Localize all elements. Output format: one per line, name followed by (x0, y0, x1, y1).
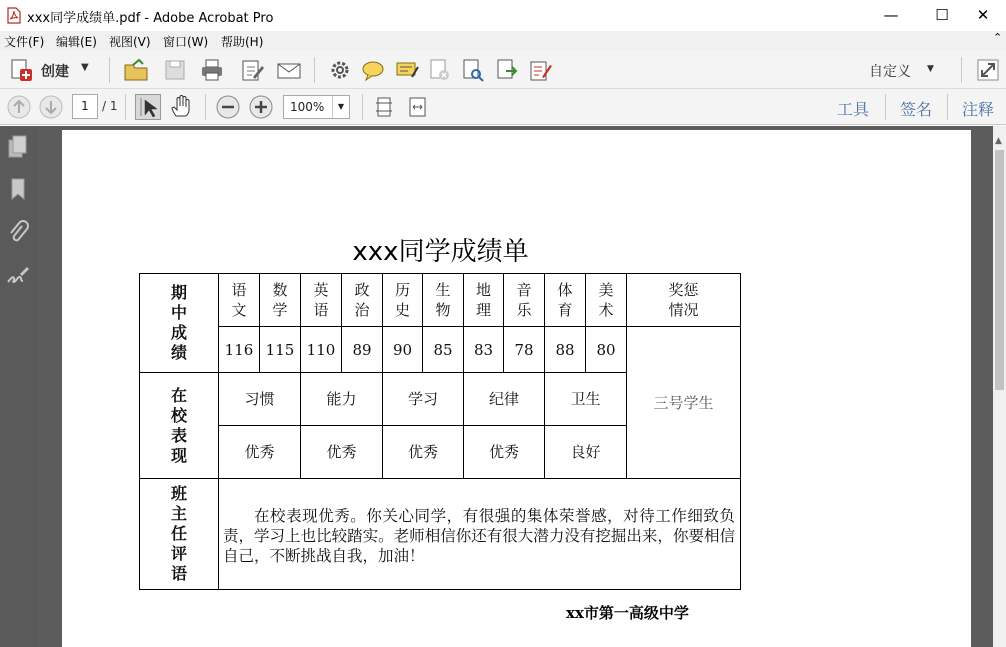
next-page-icon[interactable] (38, 94, 64, 120)
collapse-menu-icon[interactable]: ⌃ (993, 31, 1003, 44)
sign-pane-link[interactable]: 签名 (900, 100, 933, 119)
main-toolbar (0, 51, 1006, 89)
comment-pane-link[interactable]: 注释 (962, 100, 995, 119)
gear-icon[interactable] (327, 57, 353, 83)
toolbar-divider (947, 94, 948, 120)
subject-header: 音 乐 (516, 281, 532, 319)
school-name: xx市第一高级中学 (566, 604, 689, 622)
score-cell: 115 (265, 340, 295, 359)
fit-page-icon[interactable] (372, 94, 398, 120)
hand-tool-icon[interactable] (168, 94, 194, 120)
create-button[interactable]: 创建 (41, 64, 69, 80)
score-cell: 110 (306, 340, 336, 359)
export-icon[interactable] (494, 57, 520, 83)
score-cell: 89 (352, 340, 372, 359)
toolbar-divider (205, 94, 206, 120)
print-icon[interactable] (199, 57, 225, 83)
behavior-value: 优秀 (326, 443, 357, 461)
chevron-down-icon[interactable]: ▼ (927, 64, 934, 74)
subject-header: 地 理 (475, 281, 491, 319)
select-tool-icon[interactable] (135, 94, 161, 120)
toolbar-divider (314, 57, 315, 83)
scroll-up-icon[interactable]: ▲ (995, 136, 1002, 146)
pdf-page (62, 130, 971, 647)
toolbar-divider (125, 94, 126, 120)
page-thumbnails-icon[interactable] (6, 134, 30, 160)
score-cell: 85 (433, 340, 453, 359)
subject-header: 英 语 (313, 281, 329, 319)
subject-header: 体 育 (557, 281, 573, 319)
tools-pane-link[interactable]: 工具 (837, 100, 870, 119)
behavior-item: 能力 (326, 390, 357, 408)
create-pdf-icon[interactable] (8, 57, 34, 83)
behavior-item: 纪律 (488, 390, 519, 408)
previous-page-icon[interactable] (6, 94, 32, 120)
toolbar-divider (885, 94, 886, 120)
subject-header: 数 学 (272, 281, 288, 319)
toolbar-divider (109, 57, 110, 83)
menu-edit[interactable]: 编辑(E) (56, 35, 97, 49)
zoom-select[interactable] (283, 95, 350, 119)
behavior-value: 优秀 (244, 443, 275, 461)
award-value: 三号学生 (653, 393, 714, 412)
chevron-down-icon[interactable]: ▼ (81, 62, 89, 73)
attachments-icon[interactable] (6, 220, 30, 246)
maximize-button[interactable]: ☐ (935, 6, 949, 24)
zoom-in-icon[interactable] (248, 94, 274, 120)
score-cell: 83 (473, 340, 494, 359)
highlight-icon[interactable] (394, 57, 420, 83)
bookmarks-icon[interactable] (6, 176, 30, 202)
toolbar-divider (961, 57, 962, 83)
school-behavior-label: 在 校 表 现 (170, 385, 187, 465)
form-icon[interactable] (527, 57, 553, 83)
zoom-value: 100% (290, 100, 325, 114)
customize-button[interactable]: 自定义 (869, 64, 911, 80)
menu-file[interactable]: 文件(F) (4, 35, 45, 49)
comment-icon[interactable] (360, 57, 386, 83)
navigation-pane (0, 126, 38, 647)
edit-document-icon[interactable] (239, 57, 265, 83)
report-title: xxx同学成绩单 (352, 237, 529, 267)
behavior-item: 习惯 (244, 390, 275, 408)
title-bar (0, 0, 1006, 31)
midterm-scores-label: 期 中 成 绩 (170, 283, 187, 362)
search-document-icon[interactable] (460, 57, 486, 83)
fit-width-icon[interactable] (405, 94, 431, 120)
menu-bar (0, 31, 1006, 51)
behavior-value: 优秀 (488, 443, 519, 461)
behavior-value: 良好 (570, 443, 601, 461)
zoom-out-icon[interactable] (215, 94, 241, 120)
window-title: xxx同学成绩单.pdf - Adobe Acrobat Pro (27, 11, 274, 26)
subject-header: 历 史 (394, 281, 410, 319)
teacher-comment-text: 在校表现优秀。你关心同学，有很强的集体荣誉感，对待工作细致负责，学习上也比较踏实。老师相信你还有很大潜力没有挖掘出来，你要相信自己，不断挑战自我，加油！ (223, 507, 735, 565)
behavior-item: 卫生 (570, 390, 601, 408)
vertical-scrollbar[interactable] (993, 126, 1006, 647)
menu-view[interactable]: 视图(V) (109, 35, 151, 49)
toolbar-divider (362, 94, 363, 120)
remove-page-icon[interactable] (427, 57, 453, 83)
score-cell: 88 (555, 340, 575, 359)
subject-header: 政 治 (354, 281, 370, 319)
chevron-down-icon[interactable]: ▼ (332, 96, 349, 118)
behavior-item: 学习 (407, 390, 438, 408)
email-icon[interactable] (276, 57, 302, 83)
score-cell: 78 (514, 340, 534, 359)
menu-help[interactable]: 帮助(H) (221, 35, 264, 49)
scrollbar-thumb[interactable] (995, 150, 1004, 390)
page-number-input[interactable]: 1 (72, 94, 98, 119)
fullscreen-icon[interactable] (975, 57, 1001, 83)
minimize-button[interactable]: — (883, 6, 899, 24)
score-cell: 90 (392, 340, 413, 359)
subject-header: 生 物 (435, 281, 451, 319)
pdf-file-icon (6, 7, 22, 24)
award-header: 奖惩 情况 (668, 281, 699, 319)
signatures-icon[interactable] (6, 264, 30, 290)
score-cell: 80 (596, 340, 616, 359)
menu-window[interactable]: 窗口(W) (163, 35, 209, 49)
navigation-toolbar (0, 89, 1006, 125)
open-folder-icon[interactable] (123, 57, 149, 83)
close-button[interactable]: ✕ (976, 6, 990, 24)
teacher-comment-label: 班 主 任 评 语 (170, 484, 187, 583)
behavior-value: 优秀 (407, 443, 438, 461)
score-cell: 116 (224, 340, 254, 359)
subject-header: 美 术 (598, 281, 614, 319)
page-total: / 1 (102, 99, 118, 113)
save-icon[interactable] (162, 57, 188, 83)
subject-header: 语 文 (231, 281, 247, 319)
